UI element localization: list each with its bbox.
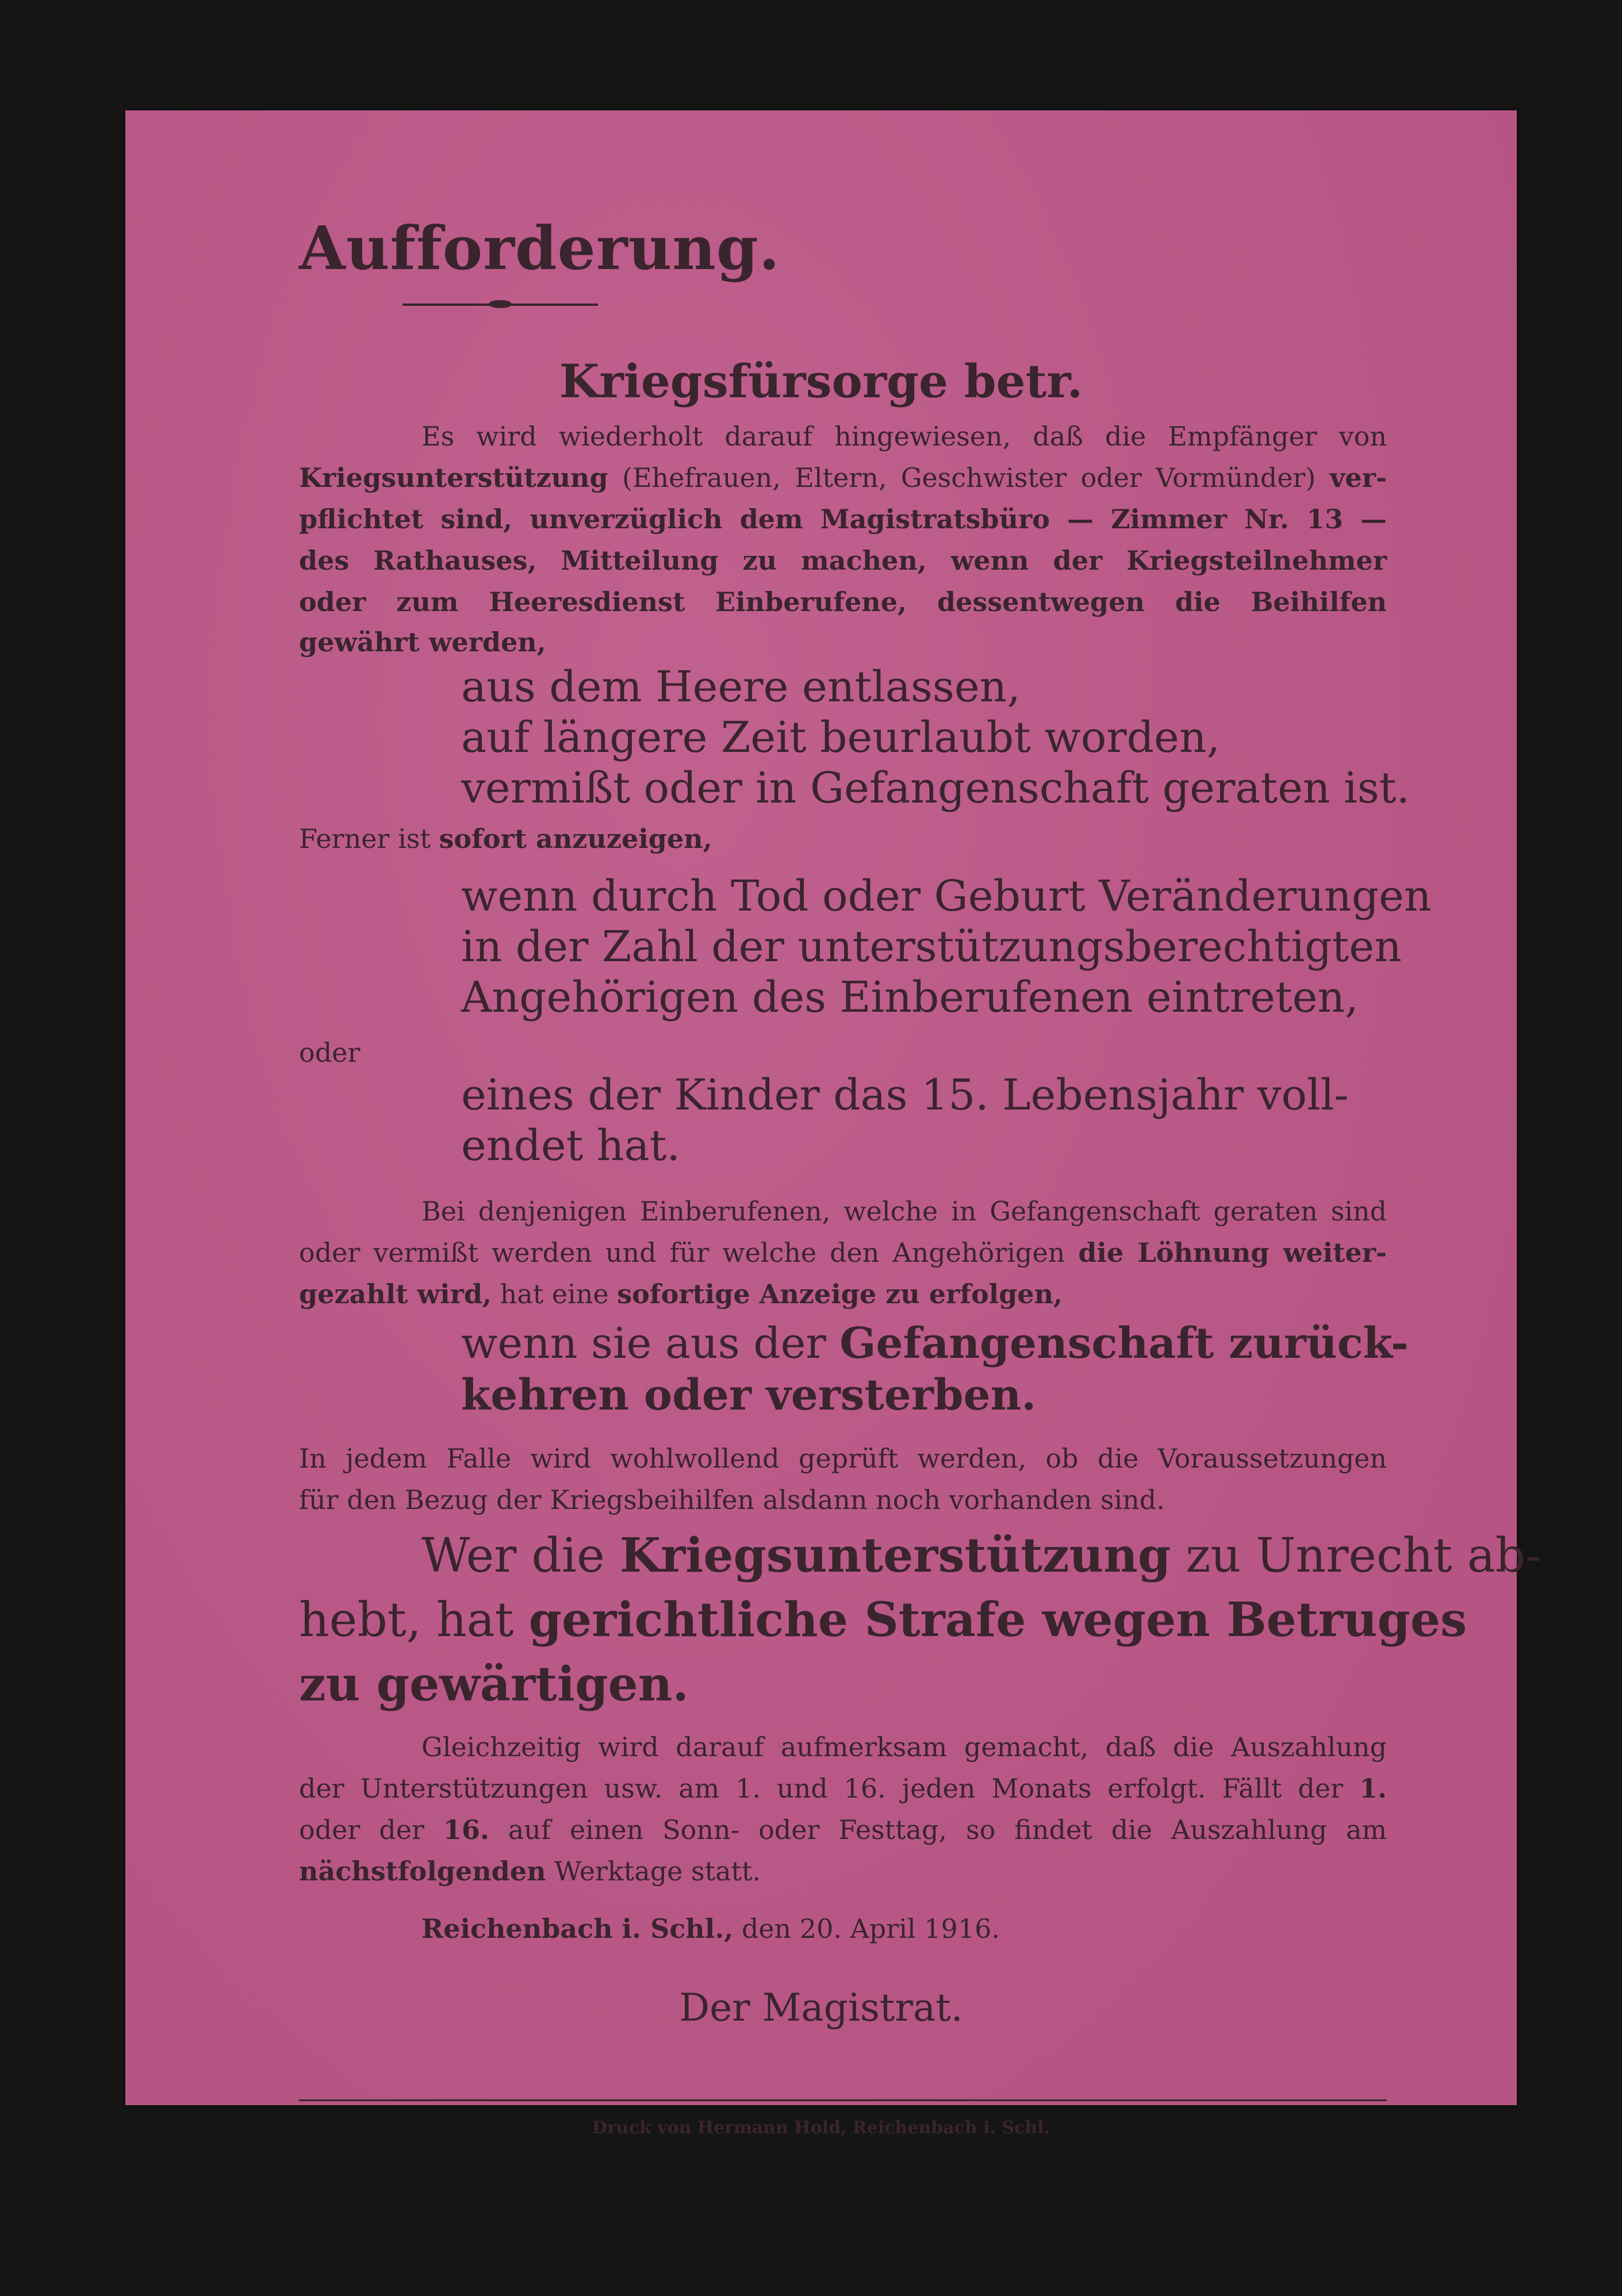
p4-line-3-text-b: auf einen Sonn- oder Festtag, so findet die Auszahlung am	[489, 1814, 1387, 1845]
list4-line-1-emph: Gefangenschaft zurück-	[839, 1319, 1409, 1368]
list4-line-1	[461, 1319, 1409, 1368]
signature: Der Magistrat.	[679, 1986, 963, 2030]
footer-rule	[299, 2099, 1387, 2101]
p4-line-2-emph: 1.	[1359, 1773, 1387, 1804]
p1-line-2	[299, 462, 1387, 493]
list4-line-2: kehren oder versterben.	[461, 1370, 1037, 1420]
p1-line-6: gewährt werden,	[299, 627, 546, 658]
p4-line-3-text-a: oder der	[299, 1814, 443, 1845]
warning-line-1-emph: Kriegsunterstützung	[619, 1528, 1171, 1583]
list4-line-1-text: wenn sie aus der	[461, 1319, 840, 1368]
p4-line-3	[299, 1814, 1387, 1845]
place-date	[421, 1913, 1000, 1944]
p4-line-2-text: der Unterstützungen usw. am 1. und 16. jeden Monats erfolgt. Fällt der	[299, 1773, 1359, 1804]
p1-emph-kriegsunterstuetzung: Kriegsunterstützung	[299, 462, 608, 493]
date-text: den 20. April 1916.	[733, 1913, 1000, 1944]
p4-line-2	[299, 1773, 1387, 1804]
p4-line-4-emph: nächstfolgenden	[299, 1856, 546, 1887]
ferner-text: Ferner ist	[299, 823, 439, 854]
p1-line-2-end: ver-	[1329, 462, 1387, 493]
warning-line-2-text: hebt, hat	[299, 1593, 529, 1648]
p2-line-3-text: hat eine	[492, 1278, 618, 1310]
p1-line-1: Es wird wiederholt darauf hingewiesen, daß die Empfänger von	[421, 421, 1387, 452]
p2-line-3	[299, 1278, 1063, 1310]
p2-line-2-emph: die Löhnung weiter-	[1078, 1237, 1387, 1268]
list3-line-1: eines der Kinder das 15. Lebensjahr voll-	[461, 1070, 1349, 1120]
p3-line-2: für den Bezug der Kriegsbeihilfen alsdann noch vorhanden sind.	[299, 1484, 1165, 1515]
p4-line-3-emph: 16.	[443, 1814, 489, 1845]
p2-line-3-emph-a: gezahlt wird,	[299, 1278, 492, 1310]
list2-line-1: wenn durch Tod oder Geburt Veränderungen	[461, 871, 1432, 921]
heading-divider	[402, 304, 598, 306]
p1-line-5: oder zum Heeresdienst Einberufene, dessentwegen die Beihilfen	[299, 586, 1387, 617]
list2-line-2: in der Zahl der unterstützungsberechtigten	[461, 922, 1402, 972]
warning-line-1-text-b: zu Unrecht ab-	[1171, 1529, 1542, 1583]
warning-line-2	[299, 1592, 1467, 1648]
list2-line-3: Angehörigen des Einberufenen eintreten,	[461, 973, 1359, 1022]
oder-label: oder	[299, 1037, 361, 1068]
warning-line-1-text-a: Wer die	[421, 1529, 620, 1583]
place-name: Reichenbach i. Schl.,	[421, 1913, 734, 1944]
warning-line-3: zu gewärtigen.	[299, 1657, 689, 1712]
list3-line-2: endet hat.	[461, 1121, 680, 1170]
p2-line-1: Bei denjenigen Einberufenen, welche in Gefangenschaft geraten sind	[421, 1196, 1387, 1227]
ferner-line	[299, 823, 712, 854]
ferner-emph: sofort anzuzeigen,	[439, 823, 712, 854]
list1-line-1: aus dem Heere entlassen,	[461, 662, 1021, 712]
list1-line-2: auf längere Zeit beurlaubt worden,	[461, 713, 1221, 762]
warning-line-1	[421, 1528, 1542, 1583]
p4-line-4-text: Werktage statt.	[546, 1856, 761, 1887]
poster-sheet	[125, 110, 1542, 2138]
p2-line-2	[299, 1237, 1387, 1268]
printer-imprint: Druck von Hermann Hold, Reichenbach i. Schl.	[592, 2118, 1050, 2138]
document-subheading: Kriegsfürsorge betr.	[559, 354, 1083, 408]
p2-line-2-text: oder vermißt werden und für welche den Angehörigen	[299, 1237, 1079, 1268]
p2-line-3-emph-b: sofortige Anzeige zu erfolgen,	[617, 1278, 1063, 1310]
document-heading: Aufforderung.	[299, 213, 780, 283]
warning-line-2-emph: gerichtliche Strafe wegen Betruges	[528, 1592, 1467, 1648]
p4-line-4	[299, 1856, 761, 1887]
p3-line-1: In jedem Falle wird wohlwollend geprüft werden, ob die Voraussetzungen	[299, 1443, 1387, 1474]
p4-line-1: Gleichzeitig wird darauf aufmerksam gemacht, daß die Auszahlung	[421, 1731, 1387, 1763]
p1-line-3: pflichtet sind, unverzüglich dem Magistratsbüro — Zimmer Nr. 13 —	[299, 504, 1387, 535]
p1-line-2-text: (Ehefrauen, Eltern, Geschwister oder Vormünder)	[608, 462, 1330, 493]
list1-line-3: vermißt oder in Gefangenschaft geraten ist.	[461, 763, 1410, 813]
p1-line-4: des Rathauses, Mitteilung zu machen, wenn der Kriegsteilnehmer	[299, 545, 1387, 576]
